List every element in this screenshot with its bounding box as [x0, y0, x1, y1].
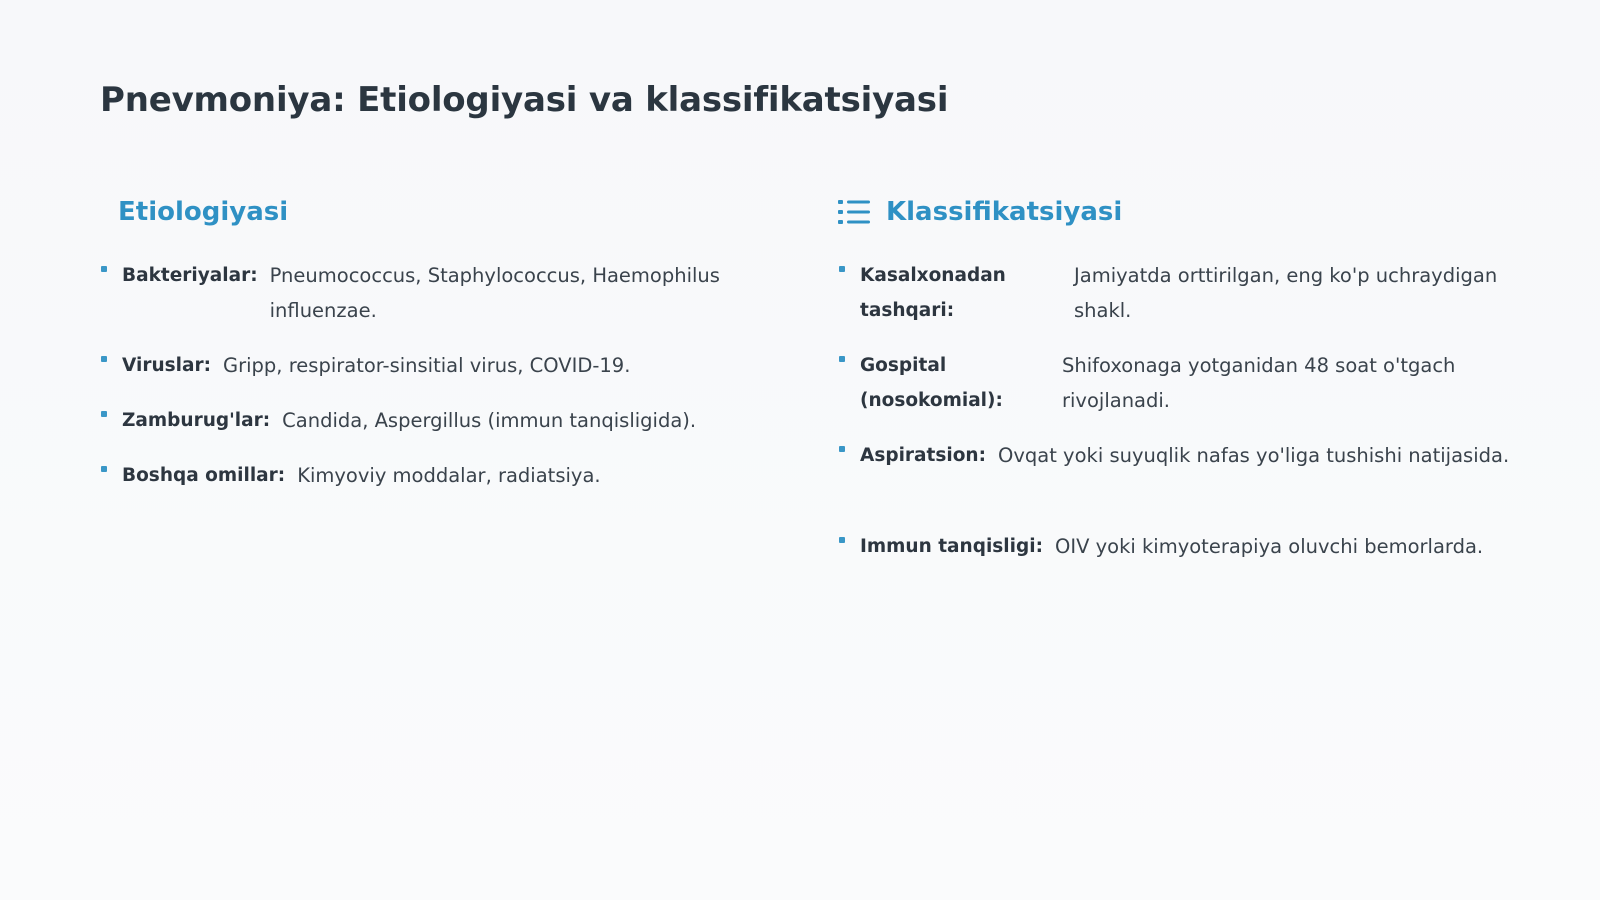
- bullet-icon: [101, 356, 107, 362]
- list-item: [838, 438, 1538, 473]
- item-label: Aspiratsion:: [860, 445, 986, 466]
- page-title: Pnevmoniya: Etiologiyasi va klassifikatsiyasi: [100, 80, 949, 120]
- list-item: [838, 258, 1538, 328]
- item-label: Zamburug'lar:: [122, 410, 271, 431]
- bullet-icon: [101, 466, 107, 472]
- bullet-icon: [839, 266, 845, 272]
- list-item: [100, 258, 740, 328]
- classification-list: [838, 258, 1538, 564]
- etiology-heading: Etiologiyasi: [118, 197, 289, 227]
- list-icon: [838, 198, 870, 226]
- etiology-list: [100, 258, 740, 493]
- item-label: Gospital (nosokomial):: [860, 355, 1003, 411]
- bullet-icon: [101, 411, 107, 417]
- classification-section: [838, 190, 1538, 584]
- item-label: Bakteriyalar:: [122, 265, 258, 286]
- list-item: [838, 348, 1538, 418]
- item-description: Kimyoviy moddalar, radiatsiya.: [297, 464, 601, 487]
- item-description: Candida, Aspergillus (immun tanqisligida).: [282, 409, 697, 432]
- bullet-icon: [839, 446, 845, 452]
- bullet-icon: [839, 356, 845, 362]
- item-description: Jamiyatda orttirilgan, eng ko'p uchraydigan shakl.: [1074, 264, 1498, 322]
- item-label: Boshqa omillar:: [122, 465, 286, 486]
- etiology-section: [100, 190, 740, 513]
- list-item: [100, 403, 740, 438]
- list-item: [838, 529, 1538, 564]
- bullet-icon: [101, 266, 107, 272]
- list-item: [100, 458, 740, 493]
- item-description: Ovqat yoki suyuqlik nafas yo'liga tushishi natijasida.: [998, 444, 1510, 467]
- list-item: [100, 348, 740, 383]
- etiology-header: [100, 190, 740, 234]
- item-label: Immun tanqisligi:: [860, 536, 1043, 557]
- bullet-icon: [839, 537, 845, 543]
- item-description: Gripp, respirator-sinsitial virus, COVID-19.: [223, 354, 631, 377]
- item-description: Shifoxonaga yotganidan 48 soat o'tgach rivojlanadi.: [1062, 354, 1456, 412]
- classification-heading: Klassifikatsiyasi: [886, 197, 1123, 227]
- item-label: Kasalxonadan tashqari:: [860, 265, 1006, 321]
- item-description: Pneumococcus, Staphylococcus, Haemophilus influenzae.: [269, 264, 720, 322]
- item-label: Viruslar:: [122, 355, 211, 376]
- classification-header: [838, 190, 1538, 234]
- item-description: OIV yoki kimyoterapiya oluvchi bemorlarda.: [1054, 535, 1484, 558]
